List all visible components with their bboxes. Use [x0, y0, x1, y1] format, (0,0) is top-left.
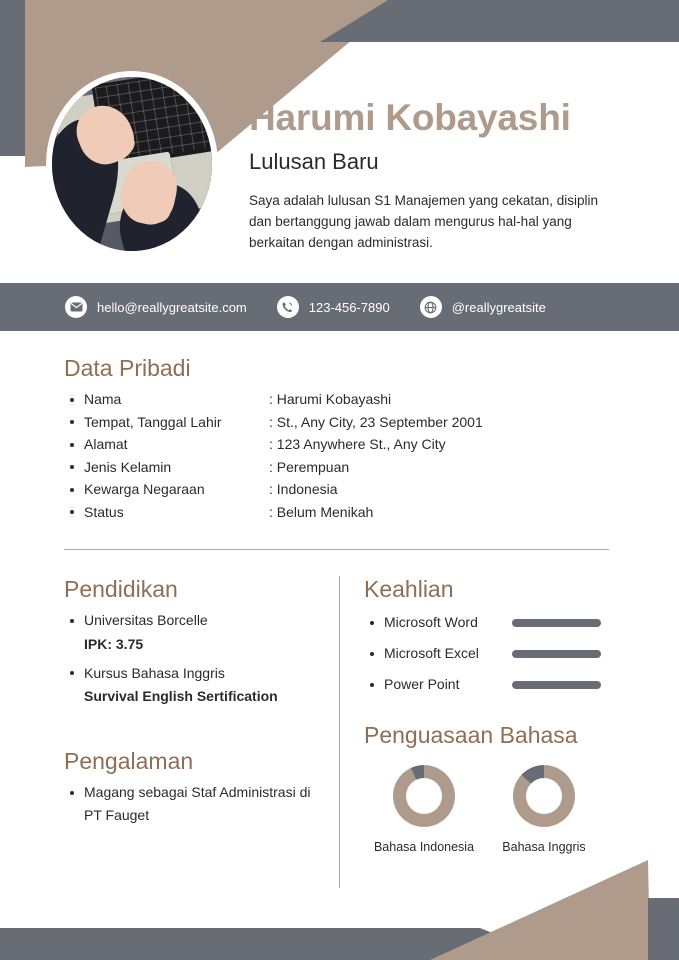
list-item [64, 501, 624, 524]
education-detail: IPK: 3.75 [84, 635, 144, 652]
contact-item-social[interactable] [420, 296, 546, 318]
education-detail: Survival English Sertification [84, 688, 278, 704]
personal-data-list [64, 388, 624, 523]
personal-data-value: : 123 Anywhere St., Any City [269, 436, 446, 452]
section-keahlian [364, 576, 624, 700]
section-title-pengalaman: Pengalaman [64, 748, 194, 774]
list-item: Magang sebagai Staf Administrasi di PT Fauget [64, 781, 319, 826]
donut-hole [406, 778, 442, 814]
avatar [46, 71, 218, 257]
education-list [64, 609, 319, 632]
phone-icon [277, 296, 299, 318]
list-item [64, 388, 624, 411]
personal-data-label: Kewarga Negaraan [84, 481, 205, 497]
language-label: Bahasa Indonesia [373, 840, 475, 854]
personal-data-value: : Harumi Kobayashi [269, 391, 392, 407]
profile-photo [52, 77, 212, 251]
globe-icon [420, 296, 442, 318]
section-divider-vertical [339, 576, 340, 888]
section-divider-horizontal [64, 549, 609, 550]
header [0, 0, 679, 283]
personal-data-value: : Indonesia [269, 481, 338, 497]
personal-data-value: : Belum Menikah [269, 503, 374, 520]
list-item: Universitas Borcelle [64, 609, 319, 632]
list-item [64, 478, 624, 501]
skill-label: Microsoft Excel [384, 645, 479, 661]
profile-summary: Saya adalah lulusan S1 Manajemen yang cekatan, disiplin dan bertanggung jawab dalam mengurus hal-hal yang berkaitan dengan administrasi. [249, 193, 598, 250]
personal-data-label: Tempat, Tanggal Lahir [84, 413, 222, 430]
personal-data-label: Jenis Kelamin [84, 458, 172, 475]
skill-progress-bar [512, 681, 601, 689]
section-title-data-pribadi: Data Pribadi [64, 355, 191, 381]
personal-data-label: Alamat [84, 436, 128, 452]
personal-data-value: : Perempuan [269, 458, 350, 475]
contact-email-text: hello@reallygreatsite.com [97, 299, 247, 315]
section-title-keahlian: Keahlian [364, 576, 454, 602]
contact-phone-text: 123-456-7890 [308, 299, 390, 315]
envelope-icon [65, 296, 87, 318]
section-title-bahasa: Penguasaan Bahasa [364, 722, 578, 748]
skill-row [364, 638, 624, 669]
skill-row [364, 669, 624, 700]
list-item [64, 411, 624, 434]
donut-chart [513, 765, 575, 827]
column-left [64, 576, 319, 826]
contact-item-phone[interactable] [277, 296, 390, 318]
skill-label: Microsoft Word [384, 614, 478, 630]
skill-row [364, 607, 624, 638]
contact-social-text: @reallygreatsite [451, 299, 546, 315]
section-pendidikan [64, 576, 319, 708]
decor-bottom-right-gray [648, 898, 679, 960]
language-chart-group [364, 765, 624, 854]
personal-data-label: Status [84, 503, 124, 520]
list-item: Kursus Bahasa Inggris [64, 662, 319, 685]
section-data-pribadi [64, 355, 624, 523]
education-list [64, 662, 319, 685]
personal-data-label: Nama [84, 391, 122, 407]
page-title: Harumi Kobayashi [249, 97, 571, 138]
skill-progress-bar [512, 650, 601, 658]
personal-data-value: : St., Any City, 23 September 2001 [269, 413, 483, 430]
column-right [364, 576, 624, 854]
section-title-pendidikan: Pendidikan [64, 576, 178, 602]
donut-hole [526, 778, 562, 814]
language-item [484, 765, 604, 854]
decor-bottom-tan-triangle [430, 860, 650, 960]
skill-progress-bar [512, 619, 601, 627]
language-label: Bahasa Inggris [502, 840, 586, 854]
experience-list [64, 781, 319, 826]
contact-item-email[interactable] [65, 296, 247, 318]
job-title: Lulusan Baru [249, 149, 379, 174]
contact-bar [0, 283, 679, 331]
list-item [64, 433, 624, 456]
skill-label: Power Point [384, 676, 460, 692]
section-bahasa [364, 722, 624, 854]
donut-chart [393, 765, 455, 827]
language-item [364, 765, 484, 854]
section-pengalaman [64, 748, 319, 826]
list-item [64, 456, 624, 479]
